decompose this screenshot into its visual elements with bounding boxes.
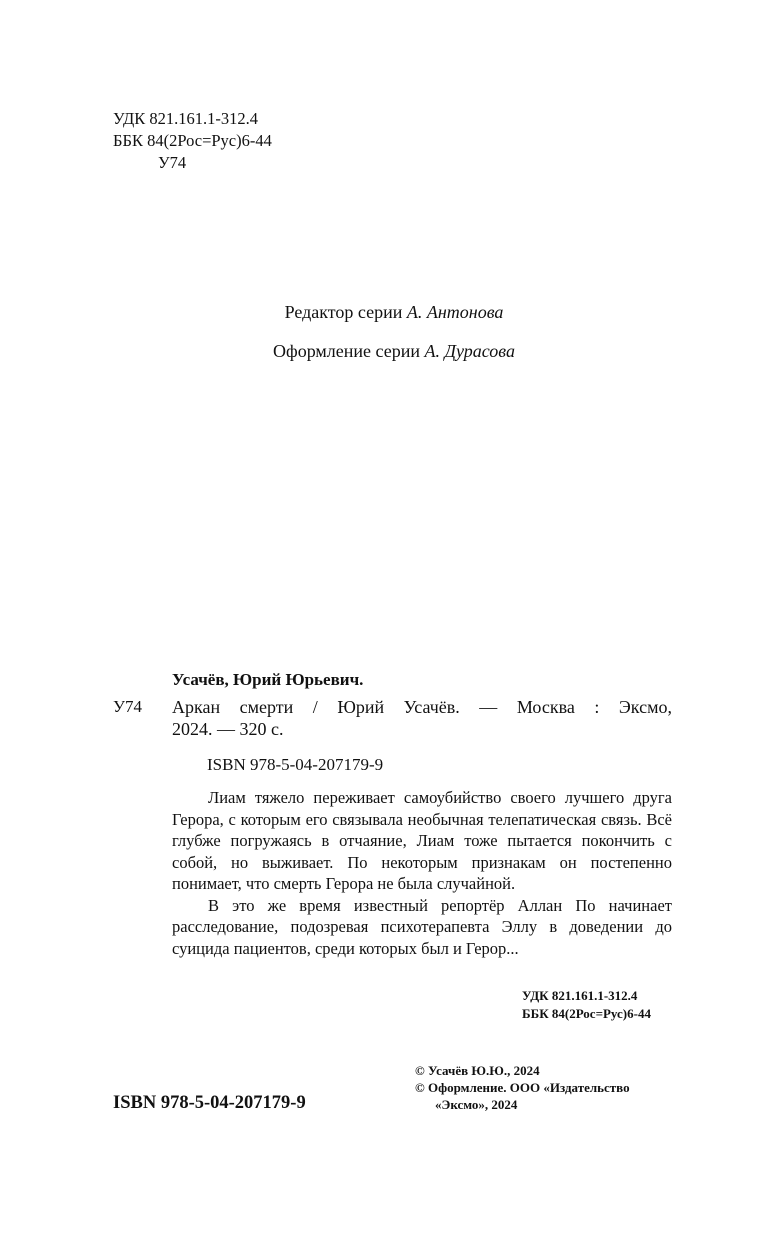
copyright-author: © Усачёв Ю.Ю., 2024 bbox=[415, 1063, 540, 1078]
series-design-name: А. Дурасова bbox=[424, 341, 515, 361]
author-mark: У74 bbox=[158, 153, 187, 172]
annotation-paragraph-2: В это же время известный репортёр Аллан По начинает расследование, подозревая психотерапевта Эллу в доведении до суицида пациентов, среди которых был и Герор... bbox=[172, 895, 672, 958]
annotation-paragraph-1: Лиам тяжело переживает самоубийство своего лучшего друга Герора, с которым его связывала необычная телепатическая связь. Всё глубже погружаясь в отчаяние, Лиам тоже пытается покончить с собой, но выживает. По некоторым признакам он постепенно понимает, что смерть Герора не была случайной. bbox=[172, 788, 672, 893]
record-isbn: ISBN 978-5-04-207179-9 bbox=[207, 755, 384, 774]
right-classification-codes bbox=[522, 987, 651, 1023]
right-udk-code: УДК 821.161.1-312.4 bbox=[522, 988, 638, 1003]
right-bbk-code: ББК 84(2Рос=Рус)6-44 bbox=[522, 1006, 651, 1021]
copyright-block bbox=[415, 1062, 630, 1113]
series-editor-line bbox=[0, 302, 768, 323]
annotation bbox=[172, 787, 672, 959]
record-author: Усачёв, Юрий Юрьевич. bbox=[172, 670, 364, 689]
record-title-line1: Аркан смерти / Юрий Усачёв. — Москва : Эксмо, bbox=[172, 697, 672, 717]
series-design-line bbox=[0, 341, 768, 362]
bbk-code: ББК 84(2Рос=Рус)6-44 bbox=[113, 131, 272, 150]
classification-codes bbox=[113, 108, 272, 174]
series-design-role: Оформление серии bbox=[273, 341, 421, 361]
record-mark: У74 bbox=[113, 697, 143, 716]
udk-code: УДК 821.161.1-312.4 bbox=[113, 109, 259, 128]
copyright-design-continued: «Эксмо», 2024 bbox=[435, 1097, 518, 1112]
series-editor-role: Редактор серии bbox=[284, 302, 403, 322]
record-title-line2: 2024. — 320 с. bbox=[172, 719, 284, 739]
copyright-design: © Оформление. ООО «Издательство bbox=[415, 1080, 630, 1095]
series-editor-name: А. Антонова bbox=[406, 302, 504, 322]
footer-isbn: ISBN 978-5-04-207179-9 bbox=[113, 1093, 306, 1113]
